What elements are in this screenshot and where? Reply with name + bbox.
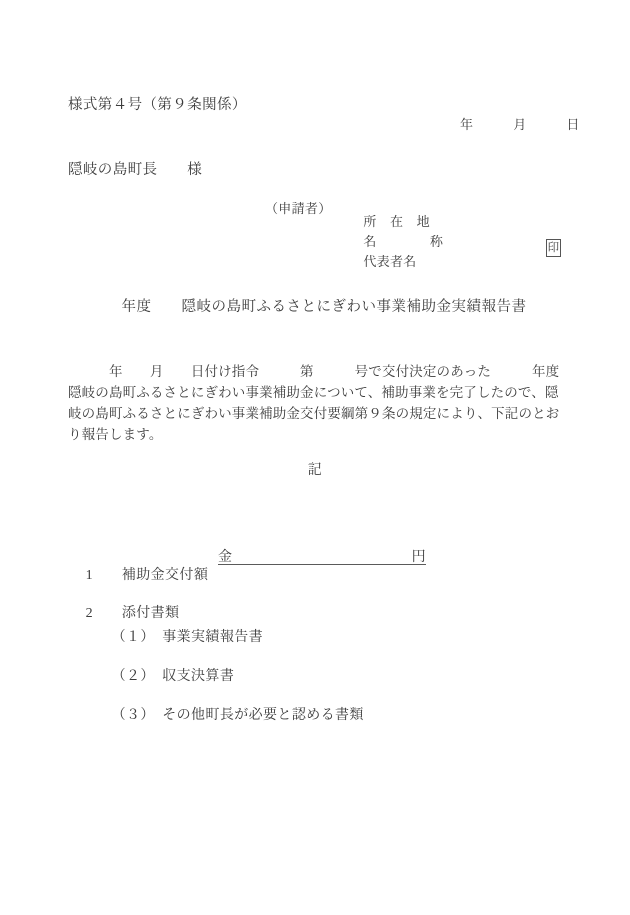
applicant-address-label: 所 在 地 bbox=[363, 214, 430, 229]
attachment-item-1-marker: （１） bbox=[111, 630, 148, 645]
attachment-item-3-marker: （３） bbox=[111, 708, 148, 723]
body-paragraph-text: 年 月 日付け指令 第 号で交付決定のあった 年度隠岐の島町ふるさとにぎわい事業補助金について、補助事業を完了したので、隠岐の島町ふるさとにぎわい事業補助金交付要綱第９条の規定により、下記のとおり報告します。 bbox=[68, 364, 560, 442]
applicant-label: （申請者） bbox=[265, 201, 332, 216]
seal-stamp-box: 印 bbox=[546, 239, 561, 257]
addressee-line: 隠岐の島町長 様 bbox=[68, 162, 203, 178]
attachment-item-2-marker: （２） bbox=[111, 669, 148, 684]
subsidy-amount-field bbox=[218, 546, 426, 565]
amount-prefix: 金 bbox=[218, 550, 233, 565]
body-paragraph bbox=[68, 361, 568, 445]
applicant-representative-label: 代表者名 bbox=[363, 254, 417, 269]
form-number: 様式第４号（第９条関係） bbox=[68, 97, 247, 113]
applicant-fields bbox=[335, 202, 565, 269]
amount-unit: 円 bbox=[411, 550, 426, 565]
ki-marker: 記 bbox=[307, 463, 323, 478]
applicant-address-row bbox=[335, 202, 565, 229]
item-1-label: 補助金交付額 bbox=[121, 568, 209, 583]
date-line: 年 月 日 bbox=[460, 117, 580, 132]
attachment-item-3 bbox=[96, 688, 364, 740]
item-1-number: 1 bbox=[85, 568, 94, 583]
document-title: 年度 隠岐の島町ふるさとにぎわい事業補助金実績報告書 bbox=[121, 299, 527, 315]
attachment-item-2-label: 収支決算書 bbox=[162, 669, 235, 684]
item-2-label: 添付書類 bbox=[121, 606, 180, 621]
attachment-item-1-label: 事業実績報告書 bbox=[162, 630, 264, 645]
applicant-representative-row bbox=[335, 242, 565, 269]
applicant-name-label: 名 称 bbox=[363, 234, 444, 249]
attachment-item-3-label: その他町長が必要と認める書類 bbox=[162, 708, 364, 723]
applicant-name-row bbox=[335, 222, 565, 249]
item-2-number: 2 bbox=[85, 606, 94, 621]
